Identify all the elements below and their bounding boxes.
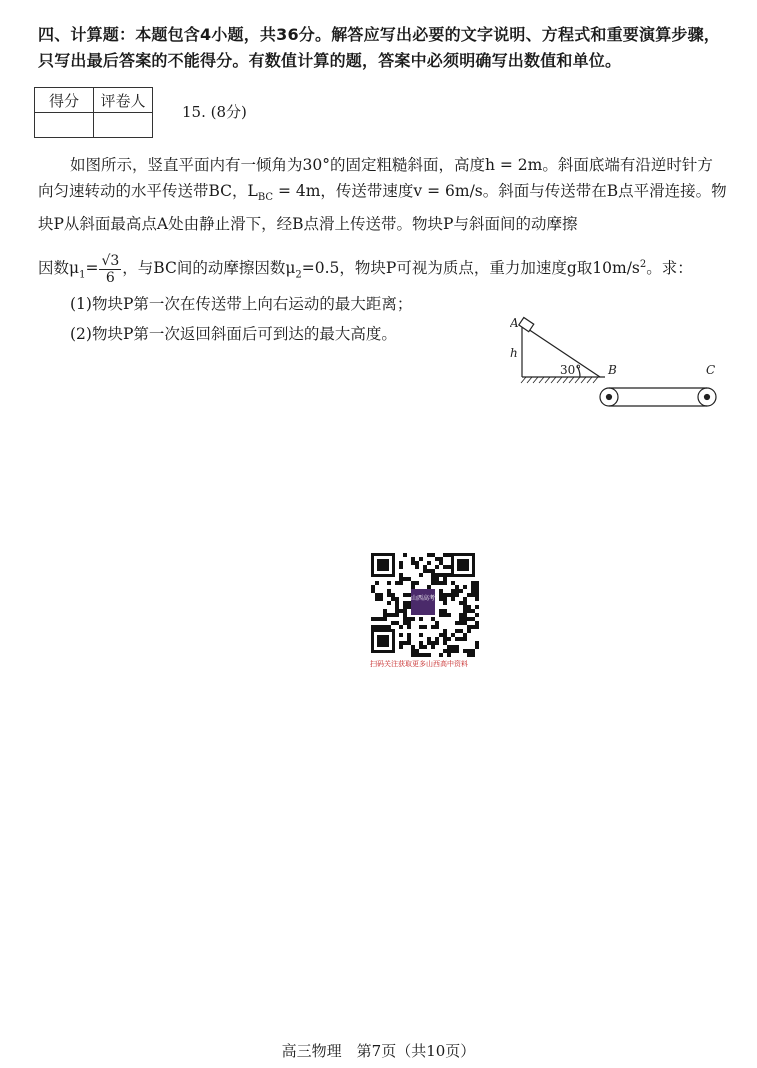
score-cell — [35, 113, 94, 138]
pulley-c-axle — [705, 395, 710, 400]
block-p — [519, 317, 534, 331]
score-header: 得分 — [35, 88, 94, 113]
label-h: h — [510, 346, 518, 360]
qr-code[interactable] — [367, 549, 479, 661]
grader-cell — [94, 113, 153, 138]
question-paragraph-2: 因数$\mu_1=$ $\frac{√3}{6}$ ，与BC间的动摩擦因数$\mu_2=0.5$，物块P可视为质点，重力加速度g取$10m/s^2$。求： — [38, 252, 693, 286]
section-heading: 四、计算题：本题包含4小题，共36分。解答应写出必要的文字说明、方程式和重要演算步骤，只写出最后答案的不能得分。有数值计算的题，答案中必须明确写出数值和单位。 — [38, 25, 720, 70]
qr-logo — [411, 589, 435, 615]
label-b: B — [608, 363, 617, 377]
label-a: A — [510, 316, 519, 330]
grader-header: 评卷人 — [94, 88, 153, 113]
incline-conveyor-diagram — [510, 315, 725, 415]
question-paragraph-1: 如图所示，竖直平面内有一倾角为30°的固定粗糙斜面，高度h = 2m。斜面底端有沿逆时针方向匀速转动的水平传送带BC，$L_{BC} = 4m$，传送带速度v = 6m/s。斜面与传送带在B点平滑连接。物块P从斜面最高点A处由静止滑下，经B点滑上传送带。物块P与斜面间的动摩擦 — [38, 156, 727, 234]
ground-hatch — [521, 377, 598, 383]
page-footer: 高三物理 第7页（共10页） — [281, 1042, 476, 1060]
qr-caption: 扫码关注获取更多山西高中资料 — [370, 660, 468, 668]
score-table — [34, 87, 153, 138]
svg-text:山西高考: 山西高考 — [410, 595, 436, 602]
pulley-b-axle — [607, 395, 612, 400]
fraction: $\frac{√3}{6}$ — [101, 252, 120, 286]
label-c: C — [706, 363, 716, 377]
sub-question-1: (1)物块P第一次在传送带上向右运动的最大距离； — [70, 295, 413, 313]
label-angle: 30° — [560, 363, 582, 377]
sub-question-2: (2)物块P第一次返回斜面后可到达的最大高度。 — [70, 325, 397, 343]
question-number: 15. (8分) — [182, 103, 247, 121]
